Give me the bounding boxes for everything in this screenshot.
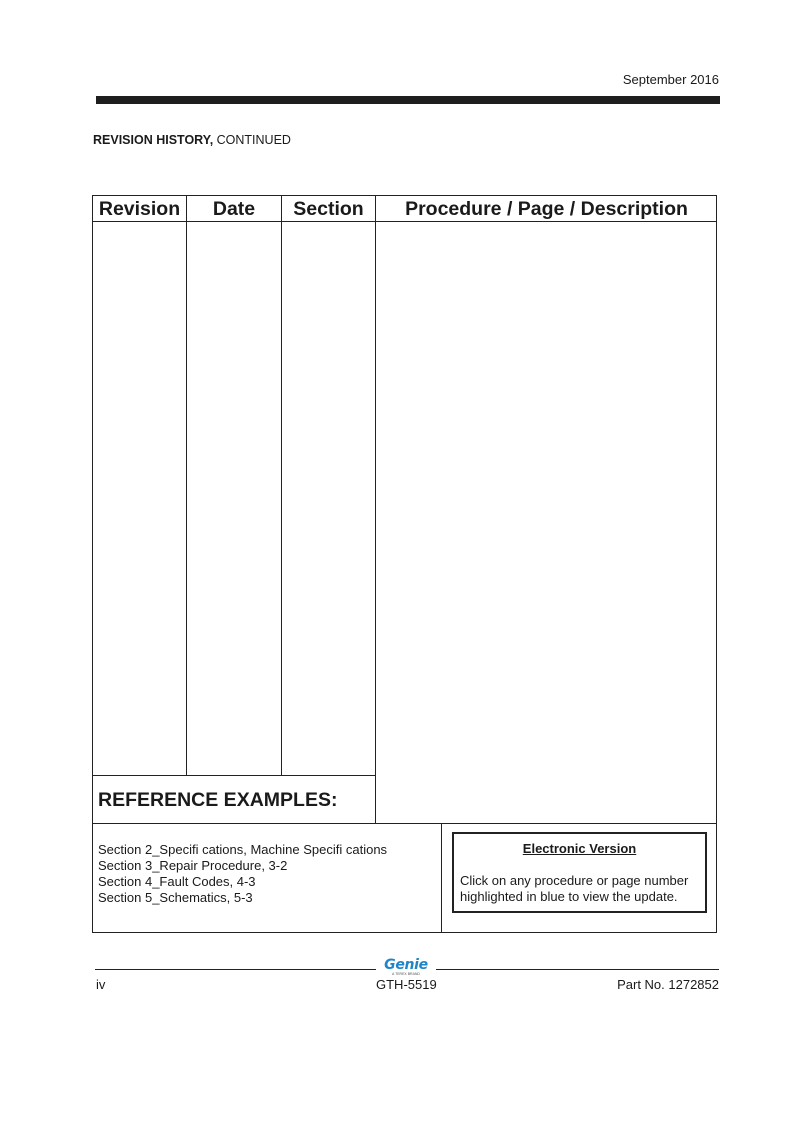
page-number: iv — [96, 977, 106, 992]
reference-example: Section 2_Specifi cations, Machine Specifi cations — [98, 842, 388, 857]
logo-name: Genie — [384, 957, 428, 973]
electronic-version-line: Click on any procedure or page number — [460, 873, 689, 888]
reference-examples-title: REFERENCE EXAMPLES: — [98, 789, 338, 811]
electronic-version-line: highlighted in blue to view the update. — [460, 889, 678, 904]
reference-column-divider — [441, 823, 442, 933]
column-header-section: Section — [293, 198, 364, 220]
reference-section-divider — [92, 823, 717, 824]
logo-tagline: A TEREX BRAND — [392, 972, 420, 976]
revision-heading-rest: CONTINUED — [213, 133, 291, 147]
genie-logo — [380, 958, 432, 976]
column-header-revision: Revision — [98, 198, 181, 220]
reference-examples-list — [98, 842, 387, 906]
footer-rule-right — [436, 969, 719, 970]
reference-example: Section 4_Fault Codes, 4-3 — [98, 874, 256, 889]
column-header-date: Date — [212, 198, 256, 220]
reference-example: Section 5_Schematics, 5-3 — [98, 890, 253, 905]
column-divider — [375, 195, 376, 823]
model-number: GTH-5519 — [376, 977, 437, 992]
electronic-version-box — [452, 832, 707, 913]
electronic-version-text — [460, 873, 699, 905]
revision-history-heading — [93, 133, 291, 147]
electronic-version-title: Electronic Version — [522, 841, 637, 856]
column-divider — [186, 195, 187, 775]
reference-title-divider — [92, 775, 376, 776]
header-date: September 2016 — [622, 72, 719, 87]
header-rule — [96, 96, 720, 104]
revision-heading-bold: REVISION HISTORY, — [93, 133, 214, 147]
footer-rule-left — [95, 969, 376, 970]
part-number: Part No. 1272852 — [617, 977, 719, 992]
column-divider — [281, 195, 282, 775]
reference-example: Section 3_Repair Procedure, 3-2 — [98, 858, 288, 873]
column-header-description: Procedure / Page / Description — [405, 198, 688, 220]
